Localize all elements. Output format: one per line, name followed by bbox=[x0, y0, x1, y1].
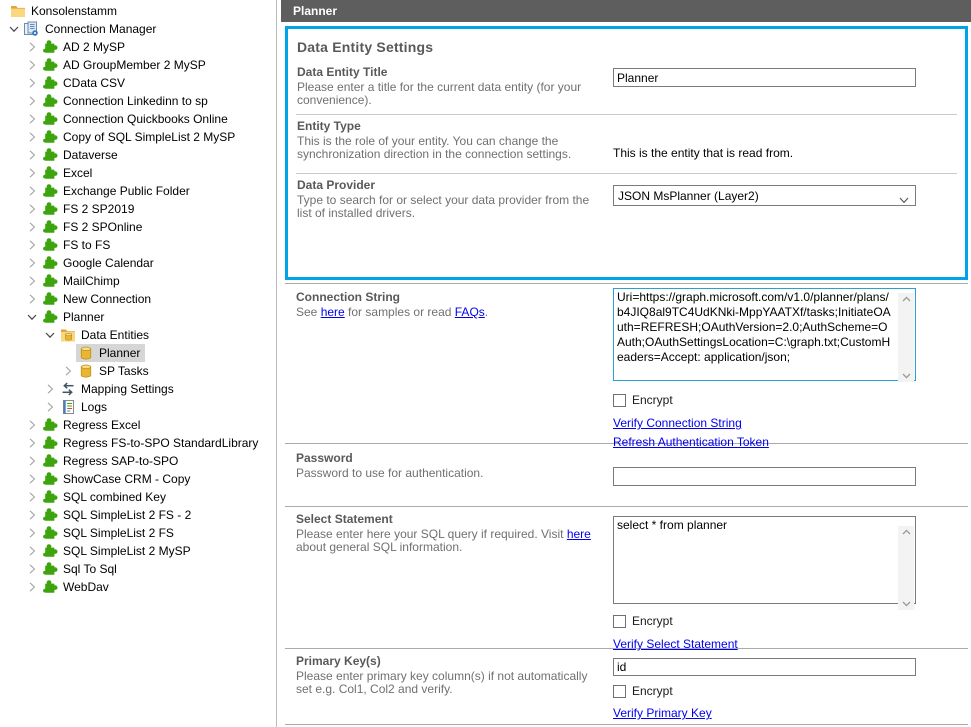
puzzle-icon bbox=[41, 435, 58, 451]
puzzle-icon bbox=[41, 183, 58, 199]
connection-string-textarea[interactable]: Uri=https://graph.microsoft.com/v1.0/planner/plans/b4JIQ8al9TC4UdKNki-MppYAATXf/tasks;InitiateOAuth=REFRESH;OAuthVersion=2.0;AuthScheme=OAuth;OAuthSettingsLocation=C:\graph.txt;CustomHeaders=Accept: application/json; bbox=[613, 288, 916, 381]
tree-item-label: Planner bbox=[63, 310, 105, 324]
chevron-right-icon[interactable] bbox=[24, 291, 40, 307]
encrypt-option bbox=[613, 684, 916, 698]
encrypt-checkbox[interactable] bbox=[613, 394, 626, 407]
tree-item-content[interactable] bbox=[40, 506, 196, 524]
puzzle-icon bbox=[41, 309, 58, 325]
tree-item-label: Data Entities bbox=[81, 328, 150, 342]
tree-item-label: Connection Quickbooks Online bbox=[63, 112, 228, 126]
tree-item-label: FS 2 SP2019 bbox=[63, 202, 135, 216]
entity-type-row bbox=[297, 115, 957, 173]
puzzle-icon bbox=[41, 57, 58, 73]
tree-item-content[interactable] bbox=[40, 272, 125, 290]
chevron-right-icon[interactable] bbox=[24, 57, 40, 73]
detail-panel bbox=[281, 0, 971, 727]
folder-icon bbox=[9, 3, 26, 19]
tree-item-label: Sql To Sql bbox=[63, 562, 117, 576]
tree-item-label: ShowCase CRM - Copy bbox=[63, 472, 191, 486]
puzzle-icon bbox=[41, 579, 58, 595]
encrypt-label: Encrypt bbox=[632, 684, 673, 698]
tree-item-content[interactable] bbox=[40, 56, 211, 74]
puzzle-icon bbox=[41, 507, 58, 523]
tree-item-content[interactable] bbox=[58, 380, 179, 398]
tree-item-fs-2-sponline[interactable] bbox=[0, 218, 276, 236]
tree-item-content[interactable] bbox=[40, 182, 195, 200]
puzzle-icon bbox=[41, 129, 58, 145]
chevron-right-icon[interactable] bbox=[24, 147, 40, 163]
chevron-right-icon[interactable] bbox=[24, 417, 40, 433]
puzzle-icon bbox=[41, 237, 58, 253]
entity-type-label: Entity Type bbox=[297, 119, 361, 133]
password-description: Password to use for authentication. bbox=[296, 466, 484, 480]
encrypt-label: Encrypt bbox=[632, 393, 673, 407]
select-statement-section bbox=[281, 507, 971, 651]
tree-item-google-calendar[interactable] bbox=[0, 254, 276, 272]
tree-item-exchange-public-folder[interactable] bbox=[0, 182, 276, 200]
tree-item-label: SQL SimpleList 2 FS - 2 bbox=[63, 508, 192, 522]
tree-item-content[interactable] bbox=[40, 92, 213, 110]
tree-item-logs[interactable] bbox=[0, 398, 276, 416]
encrypt-checkbox[interactable] bbox=[613, 685, 626, 698]
tree-item-content[interactable] bbox=[40, 38, 130, 56]
tree-item-label: Logs bbox=[81, 400, 108, 414]
password-label: Password bbox=[296, 451, 353, 465]
chevron-right-icon[interactable] bbox=[24, 111, 40, 127]
textarea-scrollbar[interactable] bbox=[898, 526, 914, 610]
tree-item-fs-to-fs[interactable] bbox=[0, 236, 276, 254]
tree-item-label: Exchange Public Folder bbox=[63, 184, 190, 198]
puzzle-icon bbox=[41, 75, 58, 91]
chevron-right-icon[interactable] bbox=[24, 471, 40, 487]
chevron-right-icon[interactable] bbox=[24, 561, 40, 577]
chevron-right-icon[interactable] bbox=[24, 219, 40, 235]
tree-item-label: New Connection bbox=[63, 292, 152, 306]
data-provider-selected-value: JSON MsPlanner (Layer2) bbox=[618, 188, 759, 203]
puzzle-icon bbox=[41, 147, 58, 163]
tree-item-label: SP Tasks bbox=[99, 364, 149, 378]
tree-item-mapping-settings[interactable] bbox=[0, 380, 276, 398]
encrypt-checkbox[interactable] bbox=[613, 615, 626, 628]
tree-item-label: CData CSV bbox=[63, 76, 126, 90]
scroll-up-icon bbox=[902, 296, 911, 302]
chevron-down-icon[interactable] bbox=[6, 21, 22, 37]
puzzle-icon bbox=[41, 255, 58, 271]
entity-type-value: This is the entity that is read from. bbox=[613, 146, 794, 160]
tree-item-content[interactable] bbox=[40, 254, 159, 272]
divider bbox=[285, 724, 968, 725]
tree-item-data-entities[interactable] bbox=[0, 326, 276, 344]
puzzle-icon bbox=[41, 93, 58, 109]
data-entity-settings-highlight-box bbox=[285, 26, 968, 280]
tree-item-label: FS to FS bbox=[63, 238, 111, 252]
puzzle-icon bbox=[41, 111, 58, 127]
tree-item-content[interactable] bbox=[40, 470, 195, 488]
puzzle-icon bbox=[41, 219, 58, 235]
data-entity-title-description: Please enter a title for the current data entity (for your convenience). bbox=[297, 80, 582, 107]
puzzle-icon bbox=[41, 165, 58, 181]
puzzle-icon bbox=[41, 417, 58, 433]
tree-item-ad-groupmember-2-mysp[interactable] bbox=[0, 56, 276, 74]
tree-item-content[interactable] bbox=[40, 578, 114, 596]
tree-item-label: FS 2 SPOnline bbox=[63, 220, 143, 234]
chevron-right-icon[interactable] bbox=[24, 507, 40, 523]
tree-item-label: Regress SAP-to-SPO bbox=[63, 454, 179, 468]
chevron-right-icon[interactable] bbox=[24, 93, 40, 109]
tree-item-planner[interactable] bbox=[0, 308, 276, 326]
tree-item-new-connection[interactable] bbox=[0, 290, 276, 308]
tree-item-planner[interactable] bbox=[0, 344, 276, 362]
tree-item-content[interactable] bbox=[40, 560, 122, 578]
tree-item-content[interactable] bbox=[40, 74, 130, 92]
tree-item-label: SQL SimpleList 2 FS bbox=[63, 526, 174, 540]
logs-icon bbox=[59, 399, 76, 415]
tree-item-connection-manager[interactable] bbox=[0, 20, 276, 38]
select-statement-textarea[interactable]: select * from planner bbox=[613, 516, 916, 604]
tree-item-sp-tasks[interactable] bbox=[0, 362, 276, 380]
encrypt-label: Encrypt bbox=[632, 614, 673, 628]
folder-db-icon bbox=[59, 327, 76, 343]
tree-item-content[interactable] bbox=[40, 488, 171, 506]
encrypt-option bbox=[613, 614, 916, 628]
chevron-right-icon[interactable] bbox=[24, 165, 40, 181]
tree-item-label: MailChimp bbox=[63, 274, 120, 288]
encrypt-option bbox=[613, 393, 916, 407]
primary-keys-section bbox=[281, 649, 971, 724]
chevron-right-icon[interactable] bbox=[24, 201, 40, 217]
data-provider-description: Type to search for or select your data provider from the list of installed drivers. bbox=[297, 193, 590, 220]
tree-item-dataverse[interactable] bbox=[0, 146, 276, 164]
chevron-right-icon[interactable] bbox=[24, 453, 40, 469]
tree-item-sql-to-sql[interactable] bbox=[0, 560, 276, 578]
chevron-down-icon bbox=[899, 193, 909, 207]
chevron-spacer bbox=[60, 345, 76, 361]
tree-item-regress-fs-to-spo-standardlibrary[interactable] bbox=[0, 434, 276, 452]
chevron-right-icon[interactable] bbox=[42, 399, 58, 415]
tree-item-sql-simplelist-2-fs-2[interactable] bbox=[0, 506, 276, 524]
tree-item-label: Connection Linkedinn to sp bbox=[63, 94, 208, 108]
tree-item-label: Mapping Settings bbox=[81, 382, 174, 396]
tree-item-excel[interactable] bbox=[0, 164, 276, 182]
chevron-down-icon[interactable] bbox=[42, 327, 58, 343]
verify-primary-key-link[interactable]: Verify Primary Key bbox=[613, 706, 712, 720]
tree-item-content[interactable] bbox=[8, 2, 122, 20]
chevron-right-icon[interactable] bbox=[60, 363, 76, 379]
tree-item-webdav[interactable] bbox=[0, 578, 276, 596]
primary-keys-description: Please enter primary key column(s) if not automatically set e.g. Col1, Col2 and verify. bbox=[296, 669, 588, 696]
sql-info-link[interactable]: here bbox=[566, 527, 591, 541]
tree-item-content[interactable] bbox=[40, 218, 147, 236]
tree-item-label: Planner bbox=[99, 346, 141, 360]
db-icon bbox=[77, 345, 94, 361]
chevron-right-icon[interactable] bbox=[24, 525, 40, 541]
tree-item-mailchimp[interactable] bbox=[0, 272, 276, 290]
section-heading: Data Entity Settings bbox=[297, 39, 434, 55]
chevron-right-icon[interactable] bbox=[24, 579, 40, 595]
connection-manager-icon bbox=[23, 21, 40, 37]
tree-item-label: Connection Manager bbox=[45, 22, 157, 36]
chevron-right-icon[interactable] bbox=[42, 381, 58, 397]
tree-item-showcase-crm-copy[interactable] bbox=[0, 470, 276, 488]
puzzle-icon bbox=[41, 453, 58, 469]
data-entity-title-input[interactable] bbox=[613, 68, 916, 87]
tree-item-label: Regress Excel bbox=[63, 418, 141, 432]
puzzle-icon bbox=[41, 39, 58, 55]
chevron-right-icon[interactable] bbox=[24, 237, 40, 253]
tree-item-ad-2-mysp[interactable] bbox=[0, 38, 276, 56]
tree-item-label: Excel bbox=[63, 166, 93, 180]
tree-item-content[interactable] bbox=[40, 434, 263, 452]
connection-string-label: Connection String bbox=[296, 290, 400, 304]
panel-titlebar bbox=[281, 0, 971, 22]
tree-item-regress-excel[interactable] bbox=[0, 416, 276, 434]
primary-keys-input[interactable] bbox=[613, 658, 916, 676]
select-statement-label: Select Statement bbox=[296, 512, 393, 526]
verify-select-statement-link[interactable]: Verify Select Statement bbox=[613, 637, 738, 651]
tree-item-connection-quickbooks-online[interactable] bbox=[0, 110, 276, 128]
tree-item-content[interactable] bbox=[40, 200, 139, 218]
tree-item-content[interactable] bbox=[76, 362, 154, 380]
tree-item-label: AD 2 MySP bbox=[63, 40, 126, 54]
tree-item-regress-sap-to-spo[interactable] bbox=[0, 452, 276, 470]
puzzle-icon bbox=[41, 291, 58, 307]
chevron-right-icon[interactable] bbox=[24, 435, 40, 451]
data-provider-row bbox=[297, 174, 957, 262]
verify-connection-string-link[interactable]: Verify Connection String bbox=[613, 416, 742, 430]
tree-item-selected-content[interactable] bbox=[76, 344, 145, 362]
tree-item-content[interactable] bbox=[40, 308, 109, 326]
tree-item-content[interactable] bbox=[22, 20, 161, 38]
tree-item-content[interactable] bbox=[40, 290, 156, 308]
tree-item-label: WebDav bbox=[63, 580, 109, 594]
connection-string-description: See here for samples or read FAQs. bbox=[296, 305, 489, 319]
tree-item-label: Dataverse bbox=[63, 148, 118, 162]
data-provider-label: Data Provider bbox=[297, 178, 376, 192]
data-provider-select[interactable] bbox=[613, 185, 916, 206]
chevron-right-icon[interactable] bbox=[24, 543, 40, 559]
tree-item-label: Regress FS-to-SPO StandardLibrary bbox=[63, 436, 259, 450]
puzzle-icon bbox=[41, 471, 58, 487]
chevron-down-icon[interactable] bbox=[24, 309, 40, 325]
puzzle-icon bbox=[41, 525, 58, 541]
tree-item-sql-simplelist-2-mysp[interactable] bbox=[0, 542, 276, 560]
connection-tree bbox=[0, 0, 277, 727]
primary-keys-label: Primary Key(s) bbox=[296, 654, 381, 668]
tree-item-content[interactable] bbox=[58, 398, 112, 416]
chevron-right-icon[interactable] bbox=[24, 75, 40, 91]
scroll-up-icon bbox=[902, 529, 911, 535]
password-section bbox=[281, 444, 971, 506]
connection-string-section bbox=[281, 284, 971, 449]
panel-title: Planner bbox=[293, 4, 338, 18]
tree-item-sql-combined-key[interactable] bbox=[0, 488, 276, 506]
tree-item-cdata-csv[interactable] bbox=[0, 74, 276, 92]
db-icon bbox=[77, 363, 94, 379]
puzzle-icon bbox=[41, 489, 58, 505]
puzzle-icon bbox=[41, 273, 58, 289]
chevron-right-icon[interactable] bbox=[24, 129, 40, 145]
entity-type-description: This is the role of your entity. You can change the synchronization direction in the connection settings. bbox=[297, 134, 572, 161]
scroll-down-icon bbox=[902, 373, 911, 379]
textarea-scrollbar[interactable] bbox=[898, 293, 914, 382]
chevron-right-icon[interactable] bbox=[24, 183, 40, 199]
tree-item-content[interactable] bbox=[40, 416, 145, 434]
tree-item-connection-linkedinn-to-sp[interactable] bbox=[0, 92, 276, 110]
samples-link[interactable]: here bbox=[320, 305, 345, 319]
tree-item-label: SQL combined Key bbox=[63, 490, 166, 504]
tree-item-content[interactable] bbox=[40, 164, 97, 182]
tree-item-content[interactable] bbox=[40, 110, 233, 128]
chevron-right-icon[interactable] bbox=[24, 489, 40, 505]
tree-item-label: Google Calendar bbox=[63, 256, 154, 270]
scroll-down-icon bbox=[902, 601, 911, 607]
tree-item-content[interactable] bbox=[40, 236, 115, 254]
tree-item-content[interactable] bbox=[40, 146, 123, 164]
tree-item-label: SQL SimpleList 2 MySP bbox=[63, 544, 191, 558]
puzzle-icon bbox=[41, 543, 58, 559]
tree-item-content[interactable] bbox=[40, 452, 183, 470]
tree-item-content[interactable] bbox=[40, 542, 196, 560]
select-statement-description: Please enter here your SQL query if required. Visit here about general SQL information. bbox=[296, 527, 591, 554]
tree-item-sql-simplelist-2-fs[interactable] bbox=[0, 524, 276, 542]
tree-item-label: AD GroupMember 2 MySP bbox=[63, 58, 206, 72]
chevron-right-icon[interactable] bbox=[24, 273, 40, 289]
tree-item-label: Konsolenstamm bbox=[31, 4, 118, 18]
refresh-authentication-token-link[interactable]: Refresh Authentication Token bbox=[613, 435, 769, 449]
tree-item-copy-of-sql-simplelist-2-mysp[interactable] bbox=[0, 128, 276, 146]
password-input[interactable] bbox=[613, 467, 916, 486]
tree-item-konsolenstamm[interactable] bbox=[0, 2, 276, 20]
data-entity-title-label: Data Entity Title bbox=[297, 65, 388, 79]
chevron-right-icon[interactable] bbox=[24, 39, 40, 55]
faqs-link[interactable]: FAQs bbox=[454, 305, 485, 319]
tree-item-content[interactable] bbox=[40, 524, 179, 542]
tree-item-content[interactable] bbox=[40, 128, 240, 146]
puzzle-icon bbox=[41, 201, 58, 217]
chevron-right-icon[interactable] bbox=[24, 255, 40, 271]
tree-item-label: Copy of SQL SimpleList 2 MySP bbox=[63, 130, 236, 144]
tree-item-fs-2-sp2019[interactable] bbox=[0, 200, 276, 218]
data-entity-title-row bbox=[297, 55, 957, 114]
puzzle-icon bbox=[41, 561, 58, 577]
mapping-icon bbox=[59, 381, 76, 397]
tree-item-content[interactable] bbox=[58, 326, 154, 344]
